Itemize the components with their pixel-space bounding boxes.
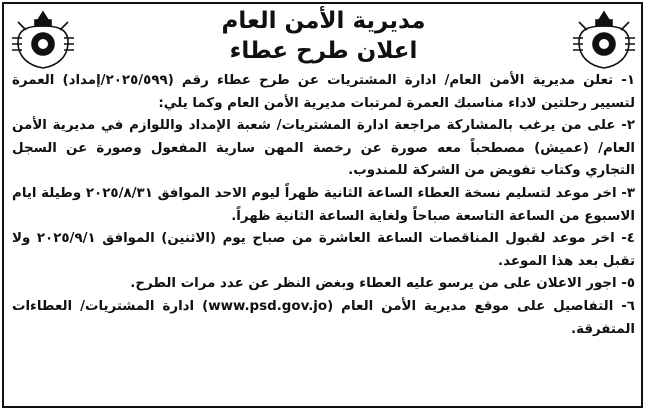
page-subtitle: اعلان طرح عطاء — [229, 38, 418, 64]
clause-5: ٥- اجور الاعلان على من يرسو عليه العطاء وبغض النظر عن عدد مرات الطرح. — [130, 276, 635, 292]
clause-2: ٢- على من يرغب بالمشاركة مراجعة ادارة المشتريات/ شعبة الإمداد واللوازم في مديرية الأمن العام/ (عميش) مصطحباً معه صورة عن رخصة المهن سارية المفعول وصورة عن السجل التجاري وكتاب تفويض من الشركة للمندوب. — [12, 118, 635, 179]
announcement-body — [12, 70, 635, 341]
clause-4: ٤- اخر موعد لقبول المناقصات الساعة العاشرة من صباح يوم (الاثنين) الموافق ٢٠٢٥/٩/١ ولا تقبل بعد هذا الموعد. — [12, 231, 635, 269]
clause-3: ٣- اخر موعد لتسليم نسخة العطاء الساعة الثانية ظهراً ليوم الاحد الموافق ٢٠٢٥/٨/٣١ وطيلة ايام الاسبوع من الساعة التاسعة صباحاً ولغاية الساعة الثانية ظهراً. — [12, 185, 636, 224]
clause-6: ٦- التفاصيل على موقع مديرية الأمن العام (www.psd.gov.jo) ادارة المشتريات/ العطاءات المتفرقة. — [12, 298, 635, 337]
clause-1: ١- تعلن مديرية الأمن العام/ ادارة المشتريات عن طرح عطاء رقم (٢٠٢٥/٥٩٩/إمداد) العمرة لتسيير رحلتين لاداء مناسبك العمرة لمرتبات مديرية الأمن العام وكما يلي: — [12, 73, 636, 111]
page-title: مديرية الأمن العام — [221, 8, 426, 34]
